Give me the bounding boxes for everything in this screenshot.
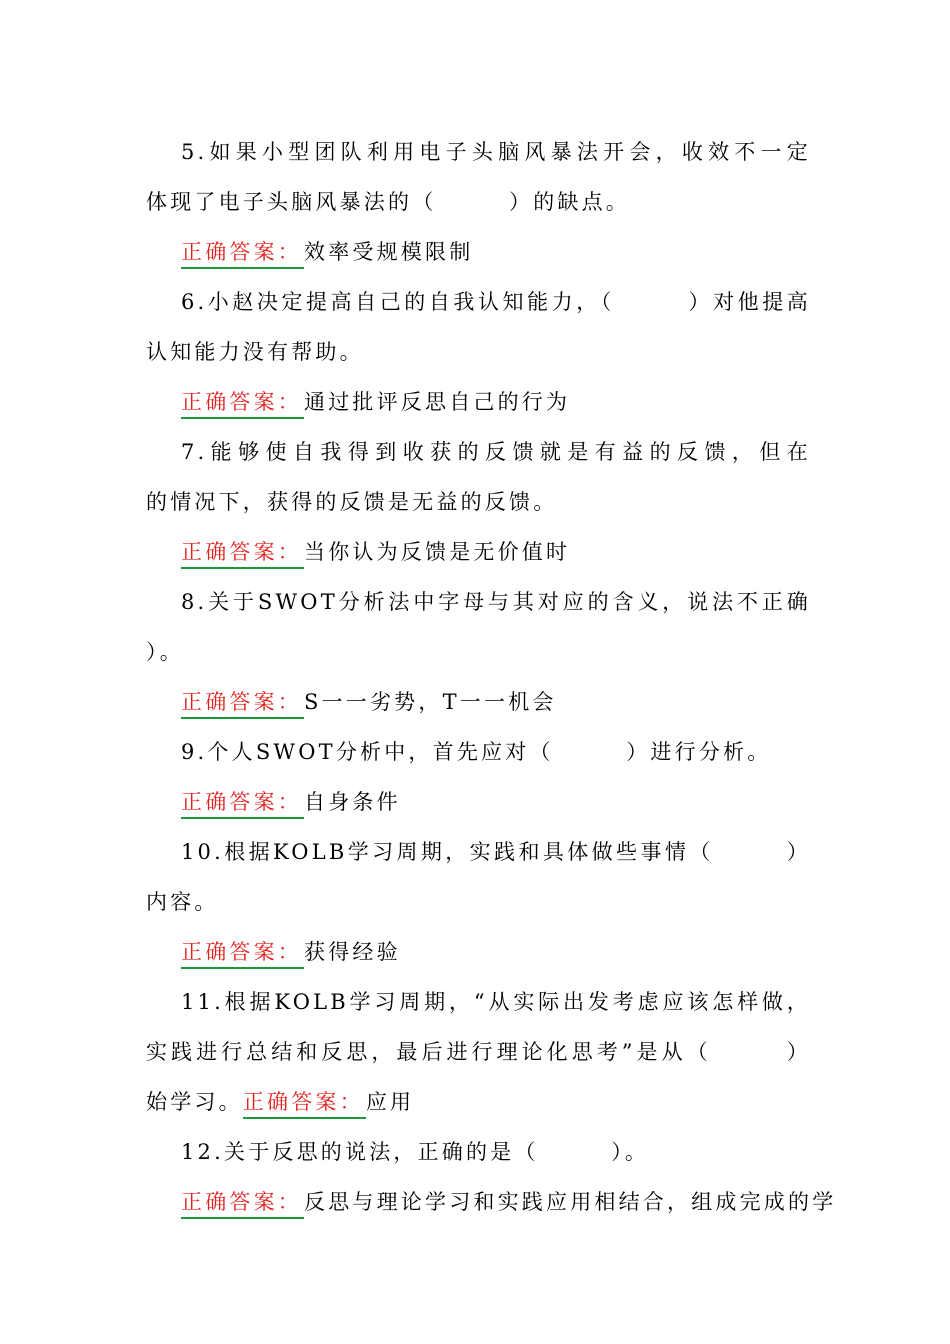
answer-9	[181, 782, 811, 822]
question-7-line-2: 的情况下，获得的反馈是无益的反馈。	[146, 490, 558, 514]
answer-text: 自身条件	[304, 790, 401, 814]
answer-text: 效率受规模限制	[304, 240, 474, 264]
answer-text: 应用	[365, 1090, 415, 1114]
answer-text: 反思与理论学习和实践应用相结合，组成完成的学	[304, 1190, 837, 1214]
answer-7	[181, 532, 811, 572]
question-10-line-2: 内容。	[146, 890, 219, 914]
question-11-line-3-text: 始学习。	[146, 1090, 243, 1114]
question-5-line-2: 体现了电子头脑风暴法的（ ）的缺点。	[146, 190, 630, 214]
answer-text: S一一劣势，T一一机会	[304, 690, 557, 714]
question-11-line-2: 实践进行总结和反思，最后进行理论化思考”是从（ ）	[146, 1040, 811, 1064]
answer-6	[181, 382, 811, 422]
answer-label: 正确答案：	[181, 687, 304, 719]
question-12-line-1: 12.关于反思的说法，正确的是（ ）。	[181, 1140, 650, 1164]
answer-10	[181, 932, 811, 972]
question-8-line-1: 8.关于SWOT分析法中字母与其对应的含义，说法不正确	[181, 590, 811, 614]
answer-label: 正确答案：	[181, 787, 304, 819]
answer-label: 正确答案：	[181, 237, 304, 269]
question-5-line-1: 5.如果小型团队利用电子头脑风暴法开会，收效不一定	[181, 140, 811, 164]
question-9-line-1: 9.个人SWOT分析中，首先应对（ ）进行分析。	[181, 740, 772, 764]
question-11-line-3	[146, 1082, 811, 1122]
question-6-line-2: 认知能力没有帮助。	[146, 340, 364, 364]
answer-label: 正确答案：	[181, 387, 304, 419]
answer-text: 当你认为反馈是无价值时	[304, 540, 571, 564]
answer-8	[181, 682, 811, 722]
question-6-line-1: 6.小赵决定提高自己的自我认知能力，（ ）对他提高	[181, 290, 811, 314]
answer-label: 正确答案：	[181, 1187, 304, 1219]
question-10-line-1: 10.根据KOLB学习周期，实践和具体做些事情（ ）	[181, 840, 811, 864]
answer-12	[181, 1182, 837, 1222]
question-7-line-1: 7.能够使自我得到收获的反馈就是有益的反馈，但在	[181, 440, 811, 464]
question-8-line-2: ）。	[146, 640, 184, 664]
answer-text: 获得经验	[304, 940, 401, 964]
answer-5	[181, 232, 811, 272]
answer-text: 通过批评反思自己的行为	[304, 390, 571, 414]
question-11-line-1: 11.根据KOLB学习周期，“从实际出发考虑应该怎样做，	[181, 990, 811, 1014]
answer-label: 正确答案：	[181, 537, 304, 569]
answer-label: 正确答案：	[243, 1087, 366, 1119]
answer-label: 正确答案：	[181, 937, 304, 969]
